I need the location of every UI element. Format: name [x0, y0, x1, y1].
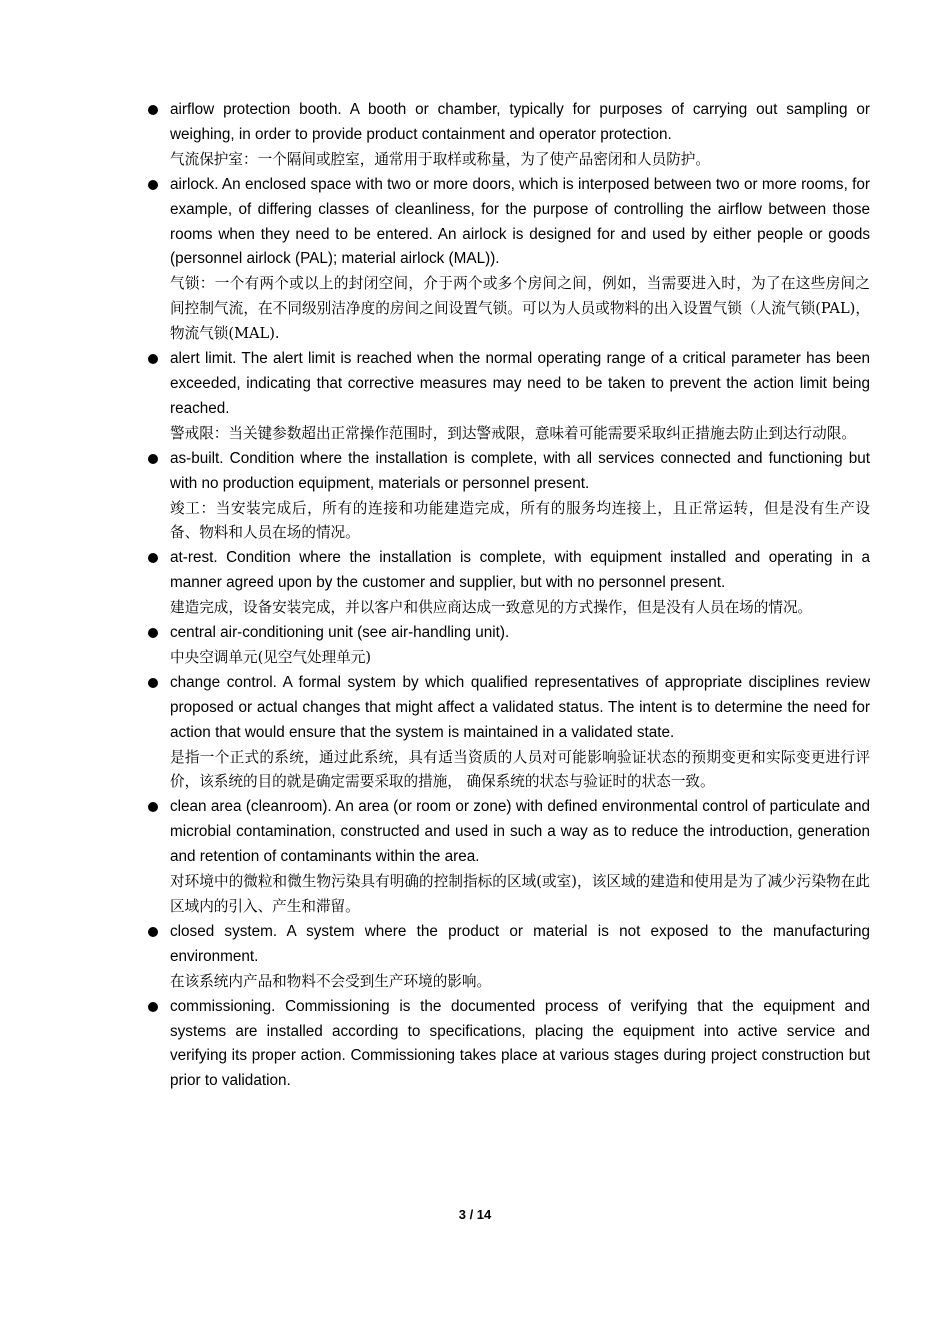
- bullet-icon: [148, 354, 158, 364]
- definition-english: change control. A formal system by which qualified representatives of appropriate disciplines review proposed or actual changes that might affect a validated status. The intent is to determine the need for action that would ensure that the system is maintained in a validated state.: [170, 673, 870, 741]
- definition-chinese: 在该系统内产品和物料不会受到生产环境的影响。: [170, 972, 492, 990]
- definition-chinese: 气流保护室：一个隔间或腔室，通常用于取样或称量，为了使产品密闭和人员防护。: [170, 150, 710, 168]
- definition-chinese: 是指一个正式的系统，通过此系统，具有适当资质的人员对可能影响验证状态的预期变更和实际变更进行评价，该系统的目的就是确定需要采取的措施， 确保系统的状态与验证时的状态一致。: [170, 748, 870, 791]
- definition-chinese: 气锁：一个有两个或以上的封闭空间，介于两个或多个房间之间，例如，当需要进入时，为了在这些房间之间控制气流，在不同级别洁净度的房间之间设置气锁。可以为人员或物料的出入设置气锁（人流气锁(PAL)，物流气锁(MAL).: [170, 275, 870, 343]
- definition-chinese: 中央空调单元(见空气处理单元): [170, 648, 372, 666]
- list-item: [148, 546, 870, 621]
- definition-chinese: 警戒限：当关键参数超出正常操作范围时，到达警戒限，意味着可能需要采取纠正措施去防止到达行动限。: [170, 424, 856, 442]
- bullet-icon: [148, 180, 158, 190]
- definition-list: [148, 98, 870, 1094]
- definition-english: at-rest. Condition where the installation is complete, with equipment installed and operating in a manner agreed upon by the customer and supplier, but with no personnel present.: [170, 549, 870, 592]
- list-item: [148, 447, 870, 547]
- definition-english: closed system. A system where the product or material is not exposed to the manufacturing environment.: [170, 922, 870, 965]
- list-item: [148, 795, 870, 920]
- list-item: [148, 995, 870, 1095]
- definition-english: alert limit. The alert limit is reached when the normal operating range of a critical parameter has been exceeded, indicating that corrective measures may need to be taken to prevent the action limit being reached.: [170, 350, 870, 417]
- definition-chinese: 建造完成，设备安装完成，并以客户和供应商达成一致意见的方式操作，但是没有人员在场的情况。: [170, 599, 813, 617]
- definition-chinese: 对环境中的微粒和微生物污染具有明确的控制指标的区域(或室)，该区域的建造和使用是为了减少污染物在此区域内的引入、产生和滞留。: [170, 873, 870, 915]
- list-item: [148, 621, 870, 671]
- bullet-icon: [148, 802, 158, 812]
- bullet-icon: [148, 628, 158, 638]
- list-item: [148, 671, 870, 796]
- definition-english: central air-conditioning unit (see air-handling unit).: [170, 624, 510, 642]
- bullet-icon: [148, 1002, 158, 1012]
- definition-english: as-built. Condition where the installation is complete, with all services connected and functioning but with no production equipment, materials or personnel present.: [170, 449, 870, 492]
- definition-english: clean area (cleanroom). An area (or room or zone) with defined environmental control of particulate and microbial contamination, constructed and used in such a way as to reduce the introduction, generation and retention of contaminants within the area.: [170, 798, 870, 866]
- definition-english: airflow protection booth. A booth or chamber, typically for purposes of carrying out sampling or weighing, in order to provide product containment and operator protection.: [170, 101, 870, 143]
- bullet-icon: [148, 927, 158, 937]
- list-item: [148, 920, 870, 995]
- page-number: 3 / 14: [458, 1207, 492, 1222]
- list-item: [148, 98, 870, 173]
- bullet-icon: [148, 678, 158, 688]
- list-item: [148, 347, 870, 447]
- definition-chinese: 竣工：当安装完成后，所有的连接和功能建造完成，所有的服务均连接上，且正常运转，但是没有生产设备、物料和人员在场的情况。: [170, 499, 870, 542]
- definition-english: airlock. An enclosed space with two or more doors, which is interposed between two or more rooms, for example, of differing classes of cleanliness, for the purpose of controlling the airflow between those rooms when they need to be entered. An airlock is designed for and used by either people or goods (personnel airlock (PAL); material airlock (MAL)).: [170, 175, 870, 268]
- list-item: [148, 173, 870, 347]
- bullet-icon: [148, 454, 158, 464]
- bullet-icon: [148, 553, 158, 563]
- definition-english: commissioning. Commissioning is the documented process of verifying that the equipment and systems are installed according to specifications, placing the equipment into active service and verifying its proper action. Commissioning takes place at various stages during project construction but prior to validation.: [170, 997, 870, 1090]
- bullet-icon: [148, 105, 158, 115]
